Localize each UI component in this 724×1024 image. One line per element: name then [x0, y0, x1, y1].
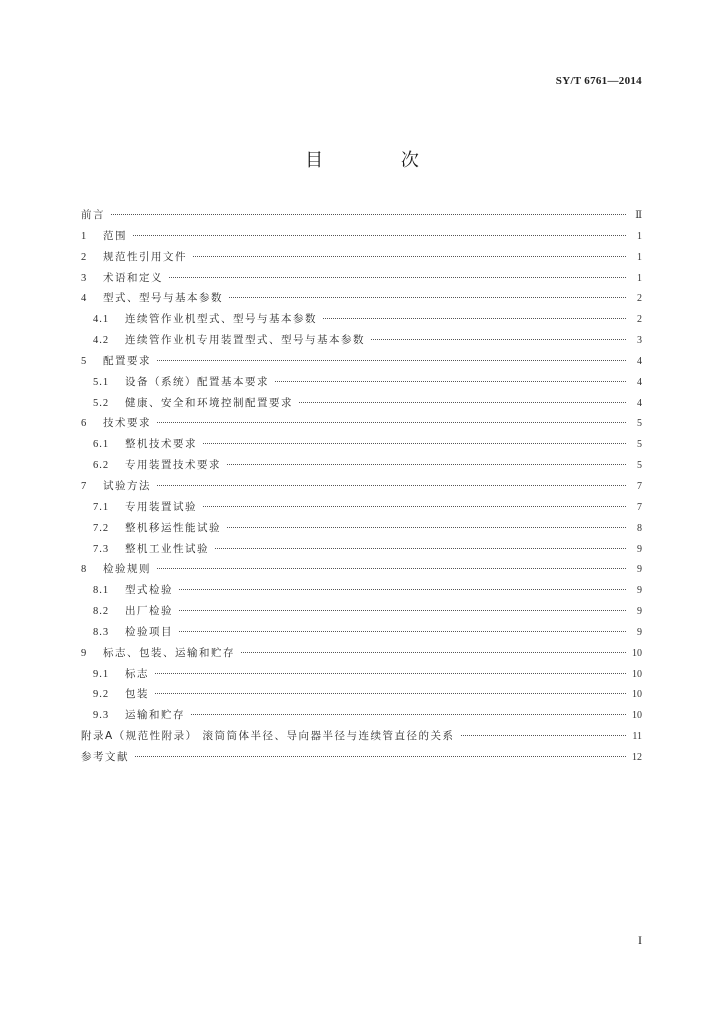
- toc-entry-number: 1: [81, 230, 88, 242]
- toc-entry[interactable]: [81, 643, 642, 664]
- toc-entry-title: 技术要求: [103, 417, 151, 430]
- toc-entry[interactable]: [81, 455, 642, 476]
- toc-entry[interactable]: [81, 372, 642, 393]
- toc-leader-dots: [135, 755, 626, 757]
- toc-entry-number: 7: [81, 480, 88, 492]
- toc-entry[interactable]: [81, 705, 642, 726]
- toc-leader-dots: [155, 692, 626, 694]
- toc-leader-dots: [179, 630, 626, 632]
- toc-entry[interactable]: [81, 497, 642, 518]
- toc-leader-dots: [111, 213, 626, 215]
- toc-entry-number: 5.1: [93, 376, 110, 388]
- toc-entry-page: 2: [637, 314, 642, 326]
- toc-leader-dots: [215, 547, 626, 549]
- toc-entry-title: 术语和定义: [103, 271, 163, 284]
- toc-entry[interactable]: [81, 247, 642, 268]
- toc-entry-page: 2: [637, 293, 642, 305]
- toc-entry[interactable]: [81, 226, 642, 247]
- toc-entry-title: 参考文献: [81, 750, 129, 763]
- toc-entry-page: 9: [637, 564, 642, 576]
- toc-entry-page: 9: [637, 585, 642, 597]
- toc-entry-title: 规范性引用文件: [103, 250, 187, 263]
- toc-entry-page: 4: [637, 355, 642, 367]
- toc-leader-dots: [371, 338, 626, 340]
- toc-entry[interactable]: [81, 434, 642, 455]
- toc-entry-title: 附录A（规范性附录） 滚筒筒体半径、导向器半径与连续管直径的关系: [81, 730, 455, 743]
- toc-leader-dots: [275, 380, 626, 382]
- toc-entry-number: 4.2: [93, 335, 110, 347]
- toc-entry[interactable]: [81, 351, 642, 372]
- toc-entry-page: 9: [637, 543, 642, 555]
- toc-entry-page: 10: [632, 710, 642, 722]
- toc-entry-title: 连续管作业机型式、型号与基本参数: [125, 313, 317, 326]
- toc-entry-page: 5: [637, 418, 642, 430]
- toc-entry[interactable]: [81, 413, 642, 434]
- toc-entry[interactable]: [81, 205, 642, 226]
- toc-entry-title: 专用装置技术要求: [125, 459, 221, 472]
- toc-entry-page: 11: [632, 731, 642, 743]
- toc-entry-number: 5: [81, 355, 88, 367]
- toc-leader-dots: [203, 505, 626, 507]
- toc-entry-page: 1: [637, 230, 642, 242]
- toc-entry-number: 9: [81, 647, 88, 659]
- toc-entry-number: 4.1: [93, 314, 110, 326]
- toc-entry-title: 整机工业性试验: [125, 542, 209, 555]
- toc-entry-number: 7.1: [93, 501, 110, 513]
- table-of-contents: [81, 205, 642, 768]
- toc-leader-dots: [157, 421, 626, 423]
- toc-entry-title: 范围: [103, 229, 127, 242]
- page-number: I: [638, 933, 642, 947]
- toc-leader-dots: [157, 567, 626, 569]
- toc-leader-dots: [193, 255, 626, 257]
- toc-entry-number: 9.1: [93, 668, 110, 680]
- toc-entry-number: 8: [81, 564, 88, 576]
- toc-entry-page: 7: [637, 501, 642, 513]
- toc-entry-page: 7: [637, 480, 642, 492]
- toc-entry-number: 7.2: [93, 522, 110, 534]
- toc-entry-title: 设备（系统）配置基本要求: [125, 375, 269, 388]
- toc-entry[interactable]: [81, 330, 642, 351]
- toc-entry[interactable]: [81, 622, 642, 643]
- toc-leader-dots: [299, 401, 626, 403]
- toc-entry-title: 健康、安全和环境控制配置要求: [125, 396, 293, 409]
- toc-entry-page: 9: [637, 626, 642, 638]
- toc-entry-title: 检验规则: [103, 563, 151, 576]
- toc-entry-title: 型式检验: [125, 584, 173, 597]
- toc-entry-title: 整机技术要求: [125, 438, 197, 451]
- toc-entry-title: 专用装置试验: [125, 500, 197, 513]
- toc-leader-dots: [323, 317, 626, 319]
- toc-entry-title: 标志、包装、运输和贮存: [103, 646, 235, 659]
- toc-entry-title: 连续管作业机专用装置型式、型号与基本参数: [125, 334, 365, 347]
- toc-entry-page: 8: [637, 522, 642, 534]
- toc-entry-page: 10: [632, 647, 642, 659]
- toc-entry-title: 整机移运性能试验: [125, 521, 221, 534]
- toc-entry[interactable]: [81, 580, 642, 601]
- toc-entry-page: 5: [637, 439, 642, 451]
- toc-entry[interactable]: [81, 539, 642, 560]
- toc-entry[interactable]: [81, 288, 642, 309]
- toc-entry[interactable]: [81, 476, 642, 497]
- toc-leader-dots: [241, 651, 626, 653]
- toc-entry-page: 10: [632, 668, 642, 680]
- toc-entry[interactable]: [81, 518, 642, 539]
- standard-code: SY/T 6761—2014: [555, 75, 642, 87]
- toc-entry[interactable]: [81, 664, 642, 685]
- toc-entry-page: 9: [637, 606, 642, 618]
- toc-leader-dots: [155, 672, 626, 674]
- toc-entry-number: 6: [81, 418, 88, 430]
- page-title: 目 次: [305, 150, 455, 171]
- toc-entry-page: 4: [637, 397, 642, 409]
- toc-entry-number: 7.3: [93, 543, 110, 555]
- toc-entry[interactable]: [81, 309, 642, 330]
- toc-entry-title: 型式、型号与基本参数: [103, 292, 223, 305]
- toc-entry[interactable]: [81, 684, 642, 705]
- toc-entry-number: 9.2: [93, 689, 110, 701]
- toc-entry[interactable]: [81, 559, 642, 580]
- toc-entry-page: 10: [632, 689, 642, 701]
- toc-leader-dots: [169, 276, 626, 278]
- toc-leader-dots: [157, 359, 626, 361]
- toc-entry-page: 5: [637, 460, 642, 472]
- toc-entry-title: 出厂检验: [125, 605, 173, 618]
- toc-entry[interactable]: [81, 601, 642, 622]
- toc-entry-number: 6.2: [93, 460, 110, 472]
- toc-entry-title: 试验方法: [103, 479, 151, 492]
- toc-leader-dots: [157, 484, 626, 486]
- toc-entry-page: 1: [637, 251, 642, 263]
- toc-entry-title: 检验项目: [125, 625, 173, 638]
- toc-entry-number: 2: [81, 251, 88, 263]
- toc-entry-number: 6.1: [93, 439, 110, 451]
- toc-entry-page: 3: [637, 335, 642, 347]
- toc-leader-dots: [227, 526, 626, 528]
- toc-entry-title: 运输和贮存: [125, 709, 185, 722]
- toc-entry-number: 9.3: [93, 710, 110, 722]
- toc-entry-number: 3: [81, 272, 88, 284]
- toc-entry-title: 包装: [125, 688, 149, 701]
- toc-entry[interactable]: [81, 747, 642, 768]
- toc-entry-page: 4: [637, 376, 642, 388]
- toc-leader-dots: [229, 296, 626, 298]
- toc-entry-number: 5.2: [93, 397, 110, 409]
- toc-leader-dots: [227, 463, 626, 465]
- toc-leader-dots: [179, 609, 626, 611]
- toc-entry-number: 4: [81, 293, 88, 305]
- toc-entry-number: 8.1: [93, 585, 110, 597]
- toc-entry-title: 标志: [125, 667, 149, 680]
- toc-entry-number: 8.2: [93, 606, 110, 618]
- toc-leader-dots: [461, 734, 626, 736]
- toc-entry[interactable]: [81, 268, 642, 289]
- toc-entry-page: 12: [632, 751, 642, 763]
- toc-entry-page: Ⅱ: [635, 210, 642, 221]
- toc-leader-dots: [191, 713, 626, 715]
- toc-leader-dots: [179, 588, 626, 590]
- toc-entry-number: 8.3: [93, 626, 110, 638]
- toc-leader-dots: [203, 442, 626, 444]
- toc-entry[interactable]: [81, 726, 642, 747]
- toc-entry-title: 前言: [81, 209, 105, 221]
- toc-leader-dots: [133, 234, 626, 236]
- toc-entry-title: 配置要求: [103, 354, 151, 367]
- toc-entry-page: 1: [637, 272, 642, 284]
- toc-entry[interactable]: [81, 393, 642, 414]
